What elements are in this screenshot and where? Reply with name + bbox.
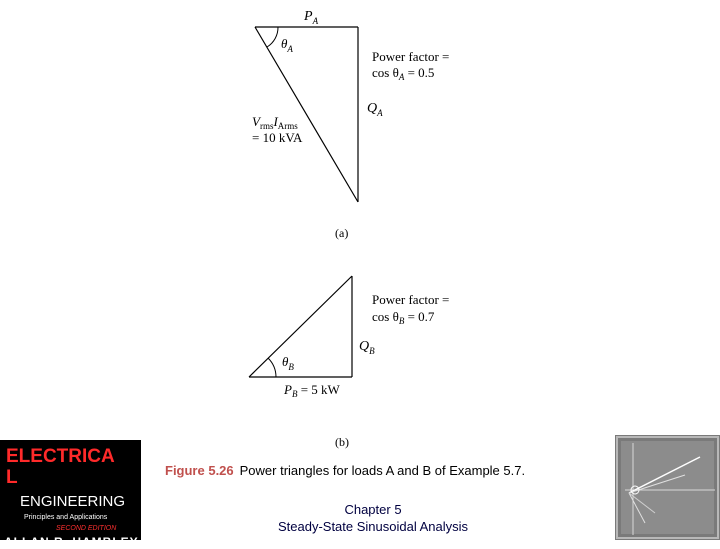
- book-title: [6, 446, 136, 488]
- triangle-a-q-label: $Q_A$: [367, 101, 383, 118]
- triangle-b-p-label: $P_B = 5$ kW: [284, 382, 340, 399]
- book-author: ALLAN R. HAMBLEY: [4, 535, 139, 549]
- figure-caption-label: Figure 5.26: [165, 463, 234, 478]
- triangle-a-s-line2: = 10 kVA: [252, 130, 303, 145]
- chapter-number: Chapter 5: [344, 502, 402, 517]
- chapter-footer: [255, 501, 491, 535]
- triangle-a-angle-arc: [267, 27, 278, 47]
- triangle-a-sublabel: (a): [335, 226, 349, 240]
- book-edition: SECOND EDITION: [56, 525, 117, 532]
- triangle-b-s-side: [249, 276, 352, 377]
- figure-caption-text: Power triangles for loads A and B of Example 5.7.: [239, 463, 526, 478]
- triangle-a-theta-label: $\theta_A$: [281, 36, 293, 54]
- triangle-b-q-label: $Q_B$: [359, 339, 375, 356]
- power-triangle-a: [252, 9, 449, 240]
- triangle-b-sublabel: (b): [335, 435, 349, 449]
- chapter-title: Steady-State Sinusoidal Analysis: [277, 519, 469, 534]
- book-title-line2: L: [6, 467, 18, 488]
- triangle-a-pf-line2: $\cos \theta_A = 0.5$: [372, 65, 435, 82]
- triangle-b-theta-label: $\theta_B$: [282, 354, 294, 372]
- triangle-a-s-line1: $V_{rms}I_{Arms}$: [252, 114, 298, 131]
- triangle-a-pf-line1: Power factor =: [372, 49, 450, 64]
- triangle-a-p-label: $P_A$: [304, 9, 319, 26]
- triangle-b-pf-line2: $\cos \theta_B = 0.7$: [372, 309, 435, 326]
- book-cover: [0, 440, 141, 549]
- triangle-b-pf-line1: Power factor =: [372, 292, 450, 307]
- figure-caption: [165, 463, 525, 478]
- triangle-b-angle-arc: [268, 358, 276, 377]
- book-principles: Principles and Applications: [24, 514, 108, 521]
- book-subtitle: ENGINEERING: [20, 493, 126, 510]
- power-triangle-b: [249, 276, 449, 449]
- triangle-a-s-side: [255, 27, 358, 202]
- phasor-logo-icon: [615, 435, 720, 540]
- book-title-line1: ELECTRICA: [6, 446, 115, 467]
